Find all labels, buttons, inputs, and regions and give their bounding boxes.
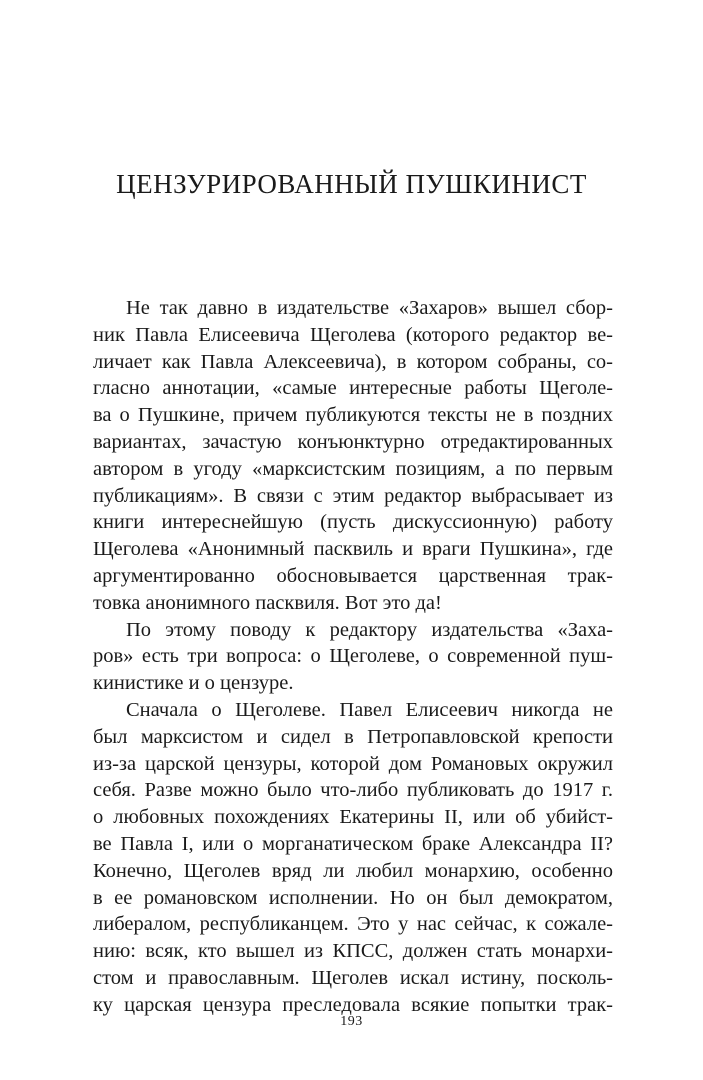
text-line: нию: всяк, кто вышел из КПСС, должен стать монархи- bbox=[93, 940, 613, 963]
text-line: кинистике и о цензуре. bbox=[93, 672, 294, 695]
text-line: из-за царской цензуры, которой дом Романовых окружил bbox=[93, 752, 613, 775]
text-line: аргументированно обосновывается царственная трак- bbox=[93, 564, 613, 587]
text-line: ров» есть три вопроса: о Щеголеве, о современной пуш- bbox=[93, 645, 613, 668]
chapter-title: ЦЕНЗУРИРОВАННЫЙ ПУШКИНИСТ bbox=[116, 169, 587, 199]
body-text bbox=[93, 295, 613, 1019]
text-line: Щеголева «Анонимный пасквиль и враги Пушкина», где bbox=[93, 538, 613, 561]
text-line: в ее романовском исполнении. Но он был демократом, bbox=[93, 886, 613, 909]
text-line: гласно аннотации, «самые интересные работы Щеголе- bbox=[93, 377, 613, 400]
text-line: Сначала о Щеголеве. Павел Елисеевич никогда не bbox=[126, 698, 613, 721]
text-line: себя. Разве можно было что-либо публиковать до 1917 г. bbox=[93, 779, 613, 802]
text-line: ник Павла Елисеевича Щеголева (которого редактор ве- bbox=[93, 323, 613, 346]
text-line: книги интереснейшую (пусть дискуссионную) работу bbox=[93, 511, 613, 534]
text-line: был марксистом и сидел в Петропавловской крепости bbox=[93, 725, 613, 748]
text-line: о любовных похождениях Екатерины II, или об убийст- bbox=[93, 806, 613, 829]
text-line: публикациям». В связи с этим редактор выбрасывает из bbox=[93, 484, 613, 507]
text-line: ве Павла I, или о морганатическом браке Александра II? bbox=[93, 832, 613, 855]
text-line: стом и православным. Щеголев искал истину, посколь- bbox=[93, 966, 613, 989]
text-line: Конечно, Щеголев вряд ли любил монархию, особенно bbox=[93, 859, 613, 882]
text-line: либералом, республиканцем. Это у нас сейчас, к сожале- bbox=[93, 913, 613, 936]
page-number: 193 bbox=[340, 1014, 363, 1029]
text-line: товка анонимного пасквиля. Вот это да! bbox=[93, 591, 442, 614]
text-line: вариантах, зачастую конъюнктурно отредактированных bbox=[93, 430, 613, 453]
text-line: ку царская цензура преследовала всякие попытки трак- bbox=[93, 993, 613, 1016]
text-line: личает как Павла Алексеевича), в котором собраны, со- bbox=[93, 350, 613, 373]
text-line: автором в угоду «марксистским позициям, а по первым bbox=[93, 457, 613, 480]
text-line: ва о Пушкине, причем публикуются тексты не в поздних bbox=[93, 404, 613, 427]
text-line: По этому поводу к редактору издательства «Заха- bbox=[126, 618, 613, 641]
text-line: Не так давно в издательстве «Захаров» вышел сбор- bbox=[126, 297, 613, 319]
